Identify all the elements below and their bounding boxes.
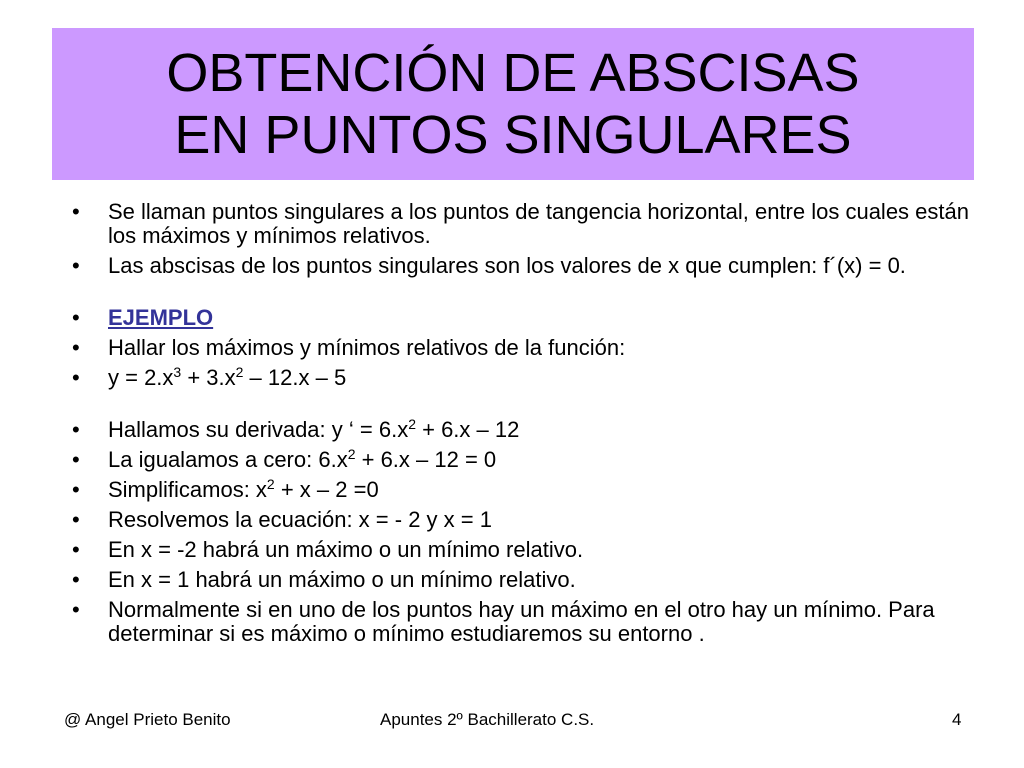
list-item [70,448,970,472]
course-name: Apuntes 2º Bachillerato C.S. [380,710,595,729]
result-text-1: En x = -2 habrá un máximo o un mínimo relativo. [108,537,584,562]
list-item [70,538,970,562]
bullet-icon: • [72,199,80,224]
definition-text: Se llaman puntos singulares a los puntos de tangencia horizontal, entre los cuales están los máximos y mínimos relativos. [108,199,969,248]
condition-text: Las abscisas de los puntos singulares son los valores de x que cumplen: f´(x) = 0. [108,253,906,278]
slide-footer [0,708,1024,732]
list-item [70,418,970,442]
solve-step: Resolvemos la ecuación: x = - 2 y x = 1 [108,507,492,532]
list-item [70,306,970,330]
bullet-icon: • [72,597,80,622]
result-text-2: En x = 1 habrá un máximo o un mínimo relativo. [108,567,576,592]
conclusion-text: Normalmente si en uno de los puntos hay un máximo en el otro hay un mínimo. Para determinar si es máximo o mínimo estudiaremos su entorno . [108,597,935,646]
list-item [70,478,970,502]
list-item [70,200,970,248]
bullet-icon: • [72,507,80,532]
function-formula: $y = 2.x^3 + 3.x^2 - 12.x - 5$ [108,364,347,390]
bullet-list [70,200,970,652]
task-text: Hallar los máximos y mínimos relativos de la función: [108,335,626,360]
list-item [70,254,970,278]
bullet-icon: • [72,335,80,360]
list-item [70,508,970,532]
equation-step: La igualamos a cero: $6.x^2 + 6.x - 12 = 0$ [108,446,497,472]
bullet-icon: • [72,537,80,562]
author-credit: @ Angel Prieto Benito [64,710,231,729]
example-heading: EJEMPLO [108,305,214,330]
bullet-icon: • [72,305,80,330]
list-item [70,568,970,592]
slide-title-line-2: EN PUNTOS SINGULARES [174,105,852,165]
list-item [70,366,970,390]
slide-title-line-1: OBTENCIÓN DE ABSCISAS [166,43,860,103]
list-item [70,598,970,646]
page-number: 4 [952,710,962,729]
list-item [70,336,970,360]
bullet-icon: • [72,365,80,390]
bullet-icon: • [72,447,80,472]
title-banner [52,28,974,180]
bullet-icon: • [72,417,80,442]
bullet-icon: • [72,477,80,502]
bullet-icon: • [72,253,80,278]
simplify-step: Simplificamos: $x^2 + x - 2 =0$ [108,476,379,502]
bullet-icon: • [72,567,80,592]
derivative-step: Hallamos su derivada: y ‘ = $6.x^2 + 6.x - 12$ [108,416,520,442]
